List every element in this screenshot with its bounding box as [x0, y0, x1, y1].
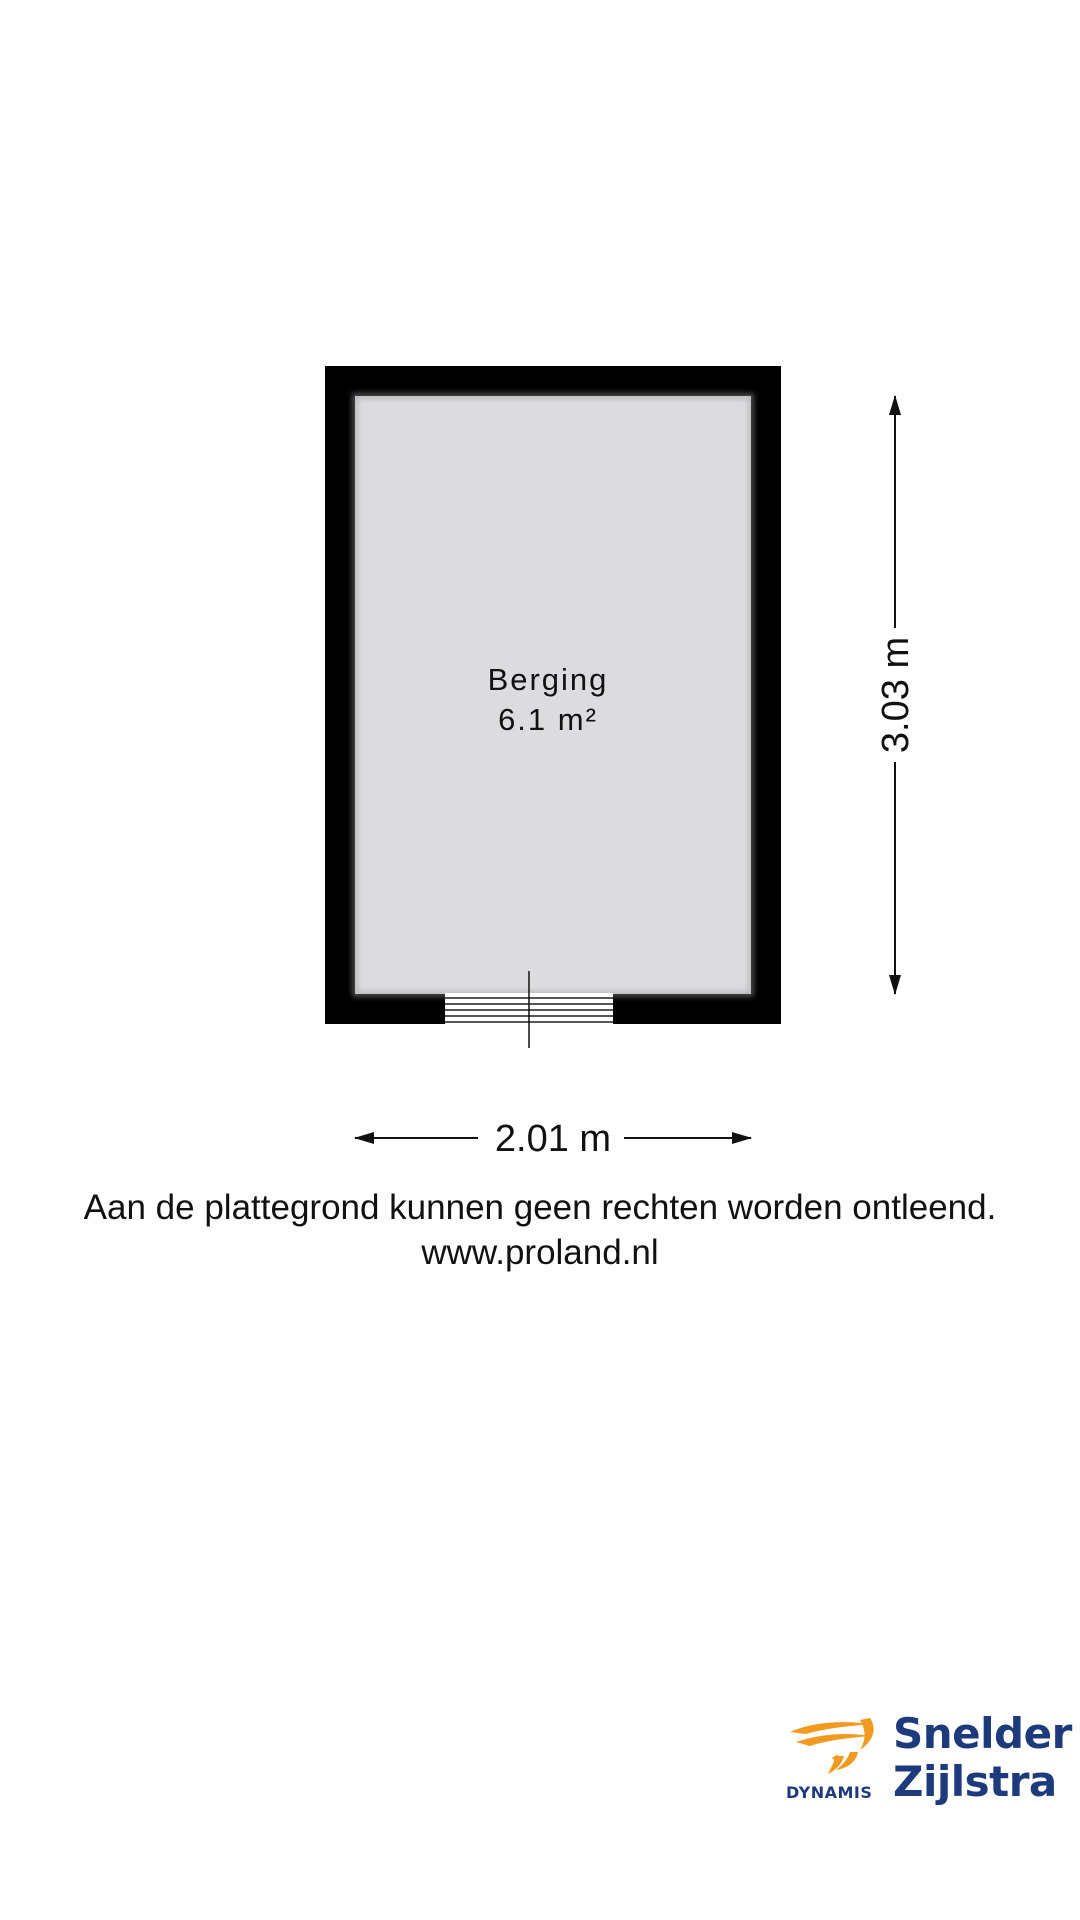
- room-area: 6.1 m²: [498, 702, 598, 737]
- room-name: Berging: [487, 662, 609, 697]
- width-dimension: [355, 1118, 751, 1160]
- height-dimension: [875, 396, 917, 994]
- brand-logo: [786, 1706, 1072, 1816]
- width-label: 2.01 m: [494, 1118, 612, 1160]
- logo-line-1: Snelder: [893, 1709, 1072, 1758]
- logo-subtitle: DYNAMIS: [786, 1783, 873, 1802]
- flame-swoosh-icon: [786, 1708, 878, 1778]
- logo-line-2: Zijlstra: [893, 1757, 1057, 1806]
- height-label: 3.03 m: [875, 636, 917, 754]
- disclaimer-text: Aan de plattegrond kunnen geen rechten worden ontleend.: [83, 1188, 997, 1227]
- disclaimer-url: www.proland.nl: [421, 1233, 659, 1272]
